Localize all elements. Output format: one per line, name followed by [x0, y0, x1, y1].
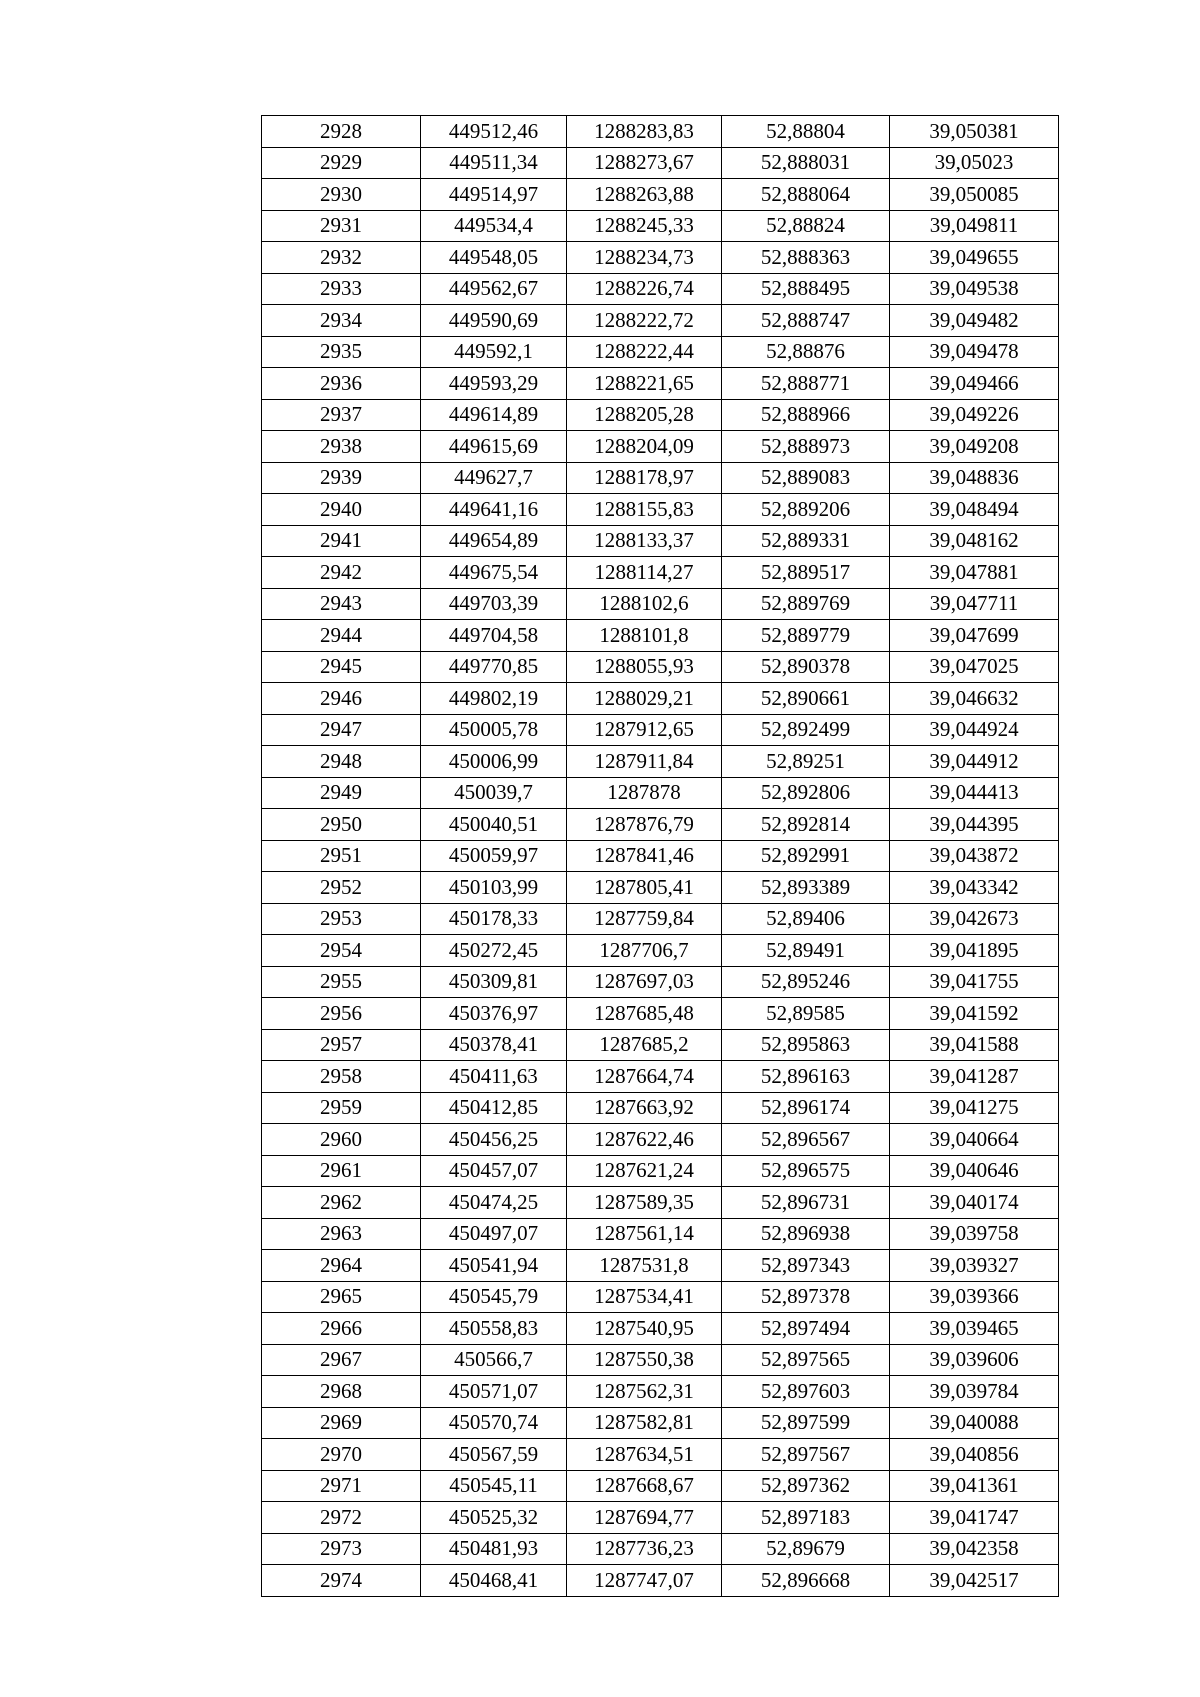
y-coordinate-cell: 1288226,74 — [567, 273, 722, 305]
point-number-cell: 2962 — [262, 1187, 421, 1219]
latitude-cell: 52,896174 — [722, 1092, 890, 1124]
latitude-cell: 52,897343 — [722, 1250, 890, 1282]
latitude-cell: 52,889779 — [722, 620, 890, 652]
table-row — [262, 1250, 1059, 1282]
x-coordinate-cell: 449654,89 — [421, 525, 567, 557]
latitude-cell: 52,896575 — [722, 1155, 890, 1187]
table-row — [262, 903, 1059, 935]
y-coordinate-cell: 1288222,72 — [567, 305, 722, 337]
latitude-cell: 52,888966 — [722, 399, 890, 431]
point-number-cell: 2940 — [262, 494, 421, 526]
point-number-cell: 2941 — [262, 525, 421, 557]
latitude-cell: 52,892499 — [722, 714, 890, 746]
table-row — [262, 683, 1059, 715]
point-number-cell: 2935 — [262, 336, 421, 368]
longitude-cell: 39,049655 — [890, 242, 1059, 274]
latitude-cell: 52,890378 — [722, 651, 890, 683]
table-row — [262, 557, 1059, 589]
longitude-cell: 39,048836 — [890, 462, 1059, 494]
longitude-cell: 39,043872 — [890, 840, 1059, 872]
x-coordinate-cell: 450309,81 — [421, 966, 567, 998]
y-coordinate-cell: 1287668,67 — [567, 1470, 722, 1502]
table-row — [262, 1029, 1059, 1061]
point-number-cell: 2972 — [262, 1502, 421, 1534]
x-coordinate-cell: 450570,74 — [421, 1407, 567, 1439]
point-number-cell: 2961 — [262, 1155, 421, 1187]
longitude-cell: 39,049208 — [890, 431, 1059, 463]
point-number-cell: 2939 — [262, 462, 421, 494]
x-coordinate-cell: 449590,69 — [421, 305, 567, 337]
latitude-cell: 52,888495 — [722, 273, 890, 305]
point-number-cell: 2949 — [262, 777, 421, 809]
point-number-cell: 2951 — [262, 840, 421, 872]
longitude-cell: 39,039758 — [890, 1218, 1059, 1250]
longitude-cell: 39,041895 — [890, 935, 1059, 967]
longitude-cell: 39,039606 — [890, 1344, 1059, 1376]
table-row — [262, 1470, 1059, 1502]
coordinates-table — [261, 115, 1059, 1597]
point-number-cell: 2959 — [262, 1092, 421, 1124]
y-coordinate-cell: 1287736,23 — [567, 1533, 722, 1565]
latitude-cell: 52,896731 — [722, 1187, 890, 1219]
y-coordinate-cell: 1287582,81 — [567, 1407, 722, 1439]
latitude-cell: 52,889083 — [722, 462, 890, 494]
x-coordinate-cell: 449704,58 — [421, 620, 567, 652]
latitude-cell: 52,892814 — [722, 809, 890, 841]
point-number-cell: 2929 — [262, 147, 421, 179]
longitude-cell: 39,046632 — [890, 683, 1059, 715]
table-row — [262, 336, 1059, 368]
longitude-cell: 39,044395 — [890, 809, 1059, 841]
point-number-cell: 2943 — [262, 588, 421, 620]
x-coordinate-cell: 449703,39 — [421, 588, 567, 620]
longitude-cell: 39,039366 — [890, 1281, 1059, 1313]
y-coordinate-cell: 1288205,28 — [567, 399, 722, 431]
table-row — [262, 1061, 1059, 1093]
latitude-cell: 52,888064 — [722, 179, 890, 211]
table-row — [262, 1565, 1059, 1597]
longitude-cell: 39,040856 — [890, 1439, 1059, 1471]
table-row — [262, 651, 1059, 683]
x-coordinate-cell: 449514,97 — [421, 179, 567, 211]
longitude-cell: 39,044924 — [890, 714, 1059, 746]
table-row — [262, 462, 1059, 494]
table-row — [262, 1187, 1059, 1219]
y-coordinate-cell: 1287706,7 — [567, 935, 722, 967]
latitude-cell: 52,889331 — [722, 525, 890, 557]
y-coordinate-cell: 1287634,51 — [567, 1439, 722, 1471]
y-coordinate-cell: 1287876,79 — [567, 809, 722, 841]
longitude-cell: 39,047025 — [890, 651, 1059, 683]
point-number-cell: 2971 — [262, 1470, 421, 1502]
x-coordinate-cell: 450378,41 — [421, 1029, 567, 1061]
longitude-cell: 39,041755 — [890, 966, 1059, 998]
y-coordinate-cell: 1287589,35 — [567, 1187, 722, 1219]
table-row — [262, 966, 1059, 998]
latitude-cell: 52,888771 — [722, 368, 890, 400]
point-number-cell: 2970 — [262, 1439, 421, 1471]
point-number-cell: 2947 — [262, 714, 421, 746]
point-number-cell: 2950 — [262, 809, 421, 841]
longitude-cell: 39,041592 — [890, 998, 1059, 1030]
x-coordinate-cell: 450468,41 — [421, 1565, 567, 1597]
x-coordinate-cell: 450457,07 — [421, 1155, 567, 1187]
y-coordinate-cell: 1287697,03 — [567, 966, 722, 998]
longitude-cell: 39,044912 — [890, 746, 1059, 778]
table-row — [262, 1439, 1059, 1471]
longitude-cell: 39,042517 — [890, 1565, 1059, 1597]
longitude-cell: 39,049478 — [890, 336, 1059, 368]
table-row — [262, 1344, 1059, 1376]
y-coordinate-cell: 1287685,2 — [567, 1029, 722, 1061]
table-row — [262, 1533, 1059, 1565]
y-coordinate-cell: 1287621,24 — [567, 1155, 722, 1187]
latitude-cell: 52,897567 — [722, 1439, 890, 1471]
x-coordinate-cell: 450103,99 — [421, 872, 567, 904]
y-coordinate-cell: 1287664,74 — [567, 1061, 722, 1093]
table-row — [262, 1124, 1059, 1156]
point-number-cell: 2960 — [262, 1124, 421, 1156]
latitude-cell: 52,89251 — [722, 746, 890, 778]
longitude-cell: 39,049811 — [890, 210, 1059, 242]
x-coordinate-cell: 450412,85 — [421, 1092, 567, 1124]
x-coordinate-cell: 449512,46 — [421, 116, 567, 148]
latitude-cell: 52,897565 — [722, 1344, 890, 1376]
latitude-cell: 52,893389 — [722, 872, 890, 904]
latitude-cell: 52,897603 — [722, 1376, 890, 1408]
latitude-cell: 52,888031 — [722, 147, 890, 179]
x-coordinate-cell: 450039,7 — [421, 777, 567, 809]
latitude-cell: 52,897362 — [722, 1470, 890, 1502]
x-coordinate-cell: 450545,79 — [421, 1281, 567, 1313]
point-number-cell: 2937 — [262, 399, 421, 431]
y-coordinate-cell: 1288263,88 — [567, 179, 722, 211]
longitude-cell: 39,047699 — [890, 620, 1059, 652]
longitude-cell: 39,041747 — [890, 1502, 1059, 1534]
longitude-cell: 39,049482 — [890, 305, 1059, 337]
y-coordinate-cell: 1288114,27 — [567, 557, 722, 589]
table-row — [262, 525, 1059, 557]
table-row — [262, 1502, 1059, 1534]
point-number-cell: 2969 — [262, 1407, 421, 1439]
x-coordinate-cell: 450481,93 — [421, 1533, 567, 1565]
y-coordinate-cell: 1287747,07 — [567, 1565, 722, 1597]
table-row — [262, 399, 1059, 431]
latitude-cell: 52,889517 — [722, 557, 890, 589]
x-coordinate-cell: 449592,1 — [421, 336, 567, 368]
latitude-cell: 52,888747 — [722, 305, 890, 337]
table-row — [262, 809, 1059, 841]
y-coordinate-cell: 1287561,14 — [567, 1218, 722, 1250]
point-number-cell: 2933 — [262, 273, 421, 305]
y-coordinate-cell: 1287534,41 — [567, 1281, 722, 1313]
latitude-cell: 52,897494 — [722, 1313, 890, 1345]
longitude-cell: 39,041588 — [890, 1029, 1059, 1061]
y-coordinate-cell: 1287685,48 — [567, 998, 722, 1030]
longitude-cell: 39,048494 — [890, 494, 1059, 526]
y-coordinate-cell: 1287911,84 — [567, 746, 722, 778]
latitude-cell: 52,895246 — [722, 966, 890, 998]
longitude-cell: 39,041275 — [890, 1092, 1059, 1124]
point-number-cell: 2956 — [262, 998, 421, 1030]
y-coordinate-cell: 1288234,73 — [567, 242, 722, 274]
point-number-cell: 2954 — [262, 935, 421, 967]
x-coordinate-cell: 450411,63 — [421, 1061, 567, 1093]
table-row — [262, 305, 1059, 337]
table-row — [262, 1376, 1059, 1408]
point-number-cell: 2974 — [262, 1565, 421, 1597]
longitude-cell: 39,040646 — [890, 1155, 1059, 1187]
longitude-cell: 39,050085 — [890, 179, 1059, 211]
longitude-cell: 39,041361 — [890, 1470, 1059, 1502]
table-row — [262, 273, 1059, 305]
x-coordinate-cell: 449627,7 — [421, 462, 567, 494]
point-number-cell: 2938 — [262, 431, 421, 463]
longitude-cell: 39,040088 — [890, 1407, 1059, 1439]
point-number-cell: 2944 — [262, 620, 421, 652]
point-number-cell: 2942 — [262, 557, 421, 589]
longitude-cell: 39,042358 — [890, 1533, 1059, 1565]
point-number-cell: 2934 — [262, 305, 421, 337]
longitude-cell: 39,048162 — [890, 525, 1059, 557]
coordinates-table-body — [262, 116, 1059, 1597]
y-coordinate-cell: 1288222,44 — [567, 336, 722, 368]
latitude-cell: 52,888363 — [722, 242, 890, 274]
y-coordinate-cell: 1287841,46 — [567, 840, 722, 872]
y-coordinate-cell: 1288133,37 — [567, 525, 722, 557]
y-coordinate-cell: 1288055,93 — [567, 651, 722, 683]
x-coordinate-cell: 449534,4 — [421, 210, 567, 242]
y-coordinate-cell: 1288155,83 — [567, 494, 722, 526]
table-row — [262, 116, 1059, 148]
x-coordinate-cell: 450005,78 — [421, 714, 567, 746]
table-row — [262, 1281, 1059, 1313]
y-coordinate-cell: 1287540,95 — [567, 1313, 722, 1345]
longitude-cell: 39,040664 — [890, 1124, 1059, 1156]
latitude-cell: 52,897599 — [722, 1407, 890, 1439]
point-number-cell: 2930 — [262, 179, 421, 211]
longitude-cell: 39,047881 — [890, 557, 1059, 589]
x-coordinate-cell: 450474,25 — [421, 1187, 567, 1219]
y-coordinate-cell: 1288204,09 — [567, 431, 722, 463]
table-row — [262, 935, 1059, 967]
longitude-cell: 39,047711 — [890, 588, 1059, 620]
table-row — [262, 1218, 1059, 1250]
point-number-cell: 2936 — [262, 368, 421, 400]
longitude-cell: 39,050381 — [890, 116, 1059, 148]
table-row — [262, 872, 1059, 904]
y-coordinate-cell: 1288102,6 — [567, 588, 722, 620]
latitude-cell: 52,897378 — [722, 1281, 890, 1313]
x-coordinate-cell: 449562,67 — [421, 273, 567, 305]
longitude-cell: 39,05023 — [890, 147, 1059, 179]
point-number-cell: 2945 — [262, 651, 421, 683]
x-coordinate-cell: 450525,32 — [421, 1502, 567, 1534]
y-coordinate-cell: 1287531,8 — [567, 1250, 722, 1282]
point-number-cell: 2967 — [262, 1344, 421, 1376]
point-number-cell: 2948 — [262, 746, 421, 778]
table-row — [262, 1092, 1059, 1124]
y-coordinate-cell: 1287550,38 — [567, 1344, 722, 1376]
longitude-cell: 39,042673 — [890, 903, 1059, 935]
table-row — [262, 777, 1059, 809]
x-coordinate-cell: 450006,99 — [421, 746, 567, 778]
y-coordinate-cell: 1288283,83 — [567, 116, 722, 148]
x-coordinate-cell: 450541,94 — [421, 1250, 567, 1282]
latitude-cell: 52,88876 — [722, 336, 890, 368]
latitude-cell: 52,89491 — [722, 935, 890, 967]
point-number-cell: 2928 — [262, 116, 421, 148]
point-number-cell: 2964 — [262, 1250, 421, 1282]
x-coordinate-cell: 450571,07 — [421, 1376, 567, 1408]
point-number-cell: 2957 — [262, 1029, 421, 1061]
table-row — [262, 242, 1059, 274]
table-row — [262, 746, 1059, 778]
x-coordinate-cell: 450178,33 — [421, 903, 567, 935]
point-number-cell: 2963 — [262, 1218, 421, 1250]
y-coordinate-cell: 1287622,46 — [567, 1124, 722, 1156]
y-coordinate-cell: 1287759,84 — [567, 903, 722, 935]
x-coordinate-cell: 449675,54 — [421, 557, 567, 589]
longitude-cell: 39,043342 — [890, 872, 1059, 904]
latitude-cell: 52,896938 — [722, 1218, 890, 1250]
latitude-cell: 52,889769 — [722, 588, 890, 620]
table-row — [262, 714, 1059, 746]
x-coordinate-cell: 449802,19 — [421, 683, 567, 715]
x-coordinate-cell: 450497,07 — [421, 1218, 567, 1250]
y-coordinate-cell: 1288221,65 — [567, 368, 722, 400]
x-coordinate-cell: 449615,69 — [421, 431, 567, 463]
x-coordinate-cell: 450059,97 — [421, 840, 567, 872]
x-coordinate-cell: 449593,29 — [421, 368, 567, 400]
latitude-cell: 52,892991 — [722, 840, 890, 872]
table-row — [262, 179, 1059, 211]
point-number-cell: 2966 — [262, 1313, 421, 1345]
point-number-cell: 2955 — [262, 966, 421, 998]
y-coordinate-cell: 1288101,8 — [567, 620, 722, 652]
latitude-cell: 52,895863 — [722, 1029, 890, 1061]
y-coordinate-cell: 1287694,77 — [567, 1502, 722, 1534]
y-coordinate-cell: 1288178,97 — [567, 462, 722, 494]
point-number-cell: 2965 — [262, 1281, 421, 1313]
table-row — [262, 431, 1059, 463]
latitude-cell: 52,896163 — [722, 1061, 890, 1093]
x-coordinate-cell: 450376,97 — [421, 998, 567, 1030]
point-number-cell: 2931 — [262, 210, 421, 242]
x-coordinate-cell: 450567,59 — [421, 1439, 567, 1471]
longitude-cell: 39,039465 — [890, 1313, 1059, 1345]
latitude-cell: 52,89406 — [722, 903, 890, 935]
longitude-cell: 39,041287 — [890, 1061, 1059, 1093]
table-row — [262, 588, 1059, 620]
y-coordinate-cell: 1288245,33 — [567, 210, 722, 242]
point-number-cell: 2968 — [262, 1376, 421, 1408]
latitude-cell: 52,897183 — [722, 1502, 890, 1534]
point-number-cell: 2932 — [262, 242, 421, 274]
y-coordinate-cell: 1287878 — [567, 777, 722, 809]
longitude-cell: 39,049226 — [890, 399, 1059, 431]
longitude-cell: 39,039784 — [890, 1376, 1059, 1408]
table-row — [262, 840, 1059, 872]
x-coordinate-cell: 449614,89 — [421, 399, 567, 431]
y-coordinate-cell: 1287562,31 — [567, 1376, 722, 1408]
table-row — [262, 210, 1059, 242]
table-row — [262, 368, 1059, 400]
latitude-cell: 52,888973 — [722, 431, 890, 463]
longitude-cell: 39,049538 — [890, 273, 1059, 305]
table-row — [262, 1155, 1059, 1187]
point-number-cell: 2946 — [262, 683, 421, 715]
table-row — [262, 147, 1059, 179]
x-coordinate-cell: 449641,16 — [421, 494, 567, 526]
x-coordinate-cell: 449770,85 — [421, 651, 567, 683]
y-coordinate-cell: 1288029,21 — [567, 683, 722, 715]
y-coordinate-cell: 1287663,92 — [567, 1092, 722, 1124]
point-number-cell: 2952 — [262, 872, 421, 904]
point-number-cell: 2958 — [262, 1061, 421, 1093]
table-row — [262, 1407, 1059, 1439]
latitude-cell: 52,88804 — [722, 116, 890, 148]
x-coordinate-cell: 450272,45 — [421, 935, 567, 967]
x-coordinate-cell: 450040,51 — [421, 809, 567, 841]
x-coordinate-cell: 450545,11 — [421, 1470, 567, 1502]
y-coordinate-cell: 1288273,67 — [567, 147, 722, 179]
latitude-cell: 52,89679 — [722, 1533, 890, 1565]
x-coordinate-cell: 449548,05 — [421, 242, 567, 274]
longitude-cell: 39,044413 — [890, 777, 1059, 809]
y-coordinate-cell: 1287912,65 — [567, 714, 722, 746]
latitude-cell: 52,896567 — [722, 1124, 890, 1156]
x-coordinate-cell: 450558,83 — [421, 1313, 567, 1345]
x-coordinate-cell: 450456,25 — [421, 1124, 567, 1156]
x-coordinate-cell: 449511,34 — [421, 147, 567, 179]
y-coordinate-cell: 1287805,41 — [567, 872, 722, 904]
table-row — [262, 620, 1059, 652]
latitude-cell: 52,89585 — [722, 998, 890, 1030]
point-number-cell: 2973 — [262, 1533, 421, 1565]
x-coordinate-cell: 450566,7 — [421, 1344, 567, 1376]
longitude-cell: 39,040174 — [890, 1187, 1059, 1219]
table-row — [262, 1313, 1059, 1345]
longitude-cell: 39,039327 — [890, 1250, 1059, 1282]
latitude-cell: 52,896668 — [722, 1565, 890, 1597]
table-row — [262, 998, 1059, 1030]
latitude-cell: 52,88824 — [722, 210, 890, 242]
latitude-cell: 52,892806 — [722, 777, 890, 809]
point-number-cell: 2953 — [262, 903, 421, 935]
latitude-cell: 52,889206 — [722, 494, 890, 526]
longitude-cell: 39,049466 — [890, 368, 1059, 400]
table-row — [262, 494, 1059, 526]
latitude-cell: 52,890661 — [722, 683, 890, 715]
